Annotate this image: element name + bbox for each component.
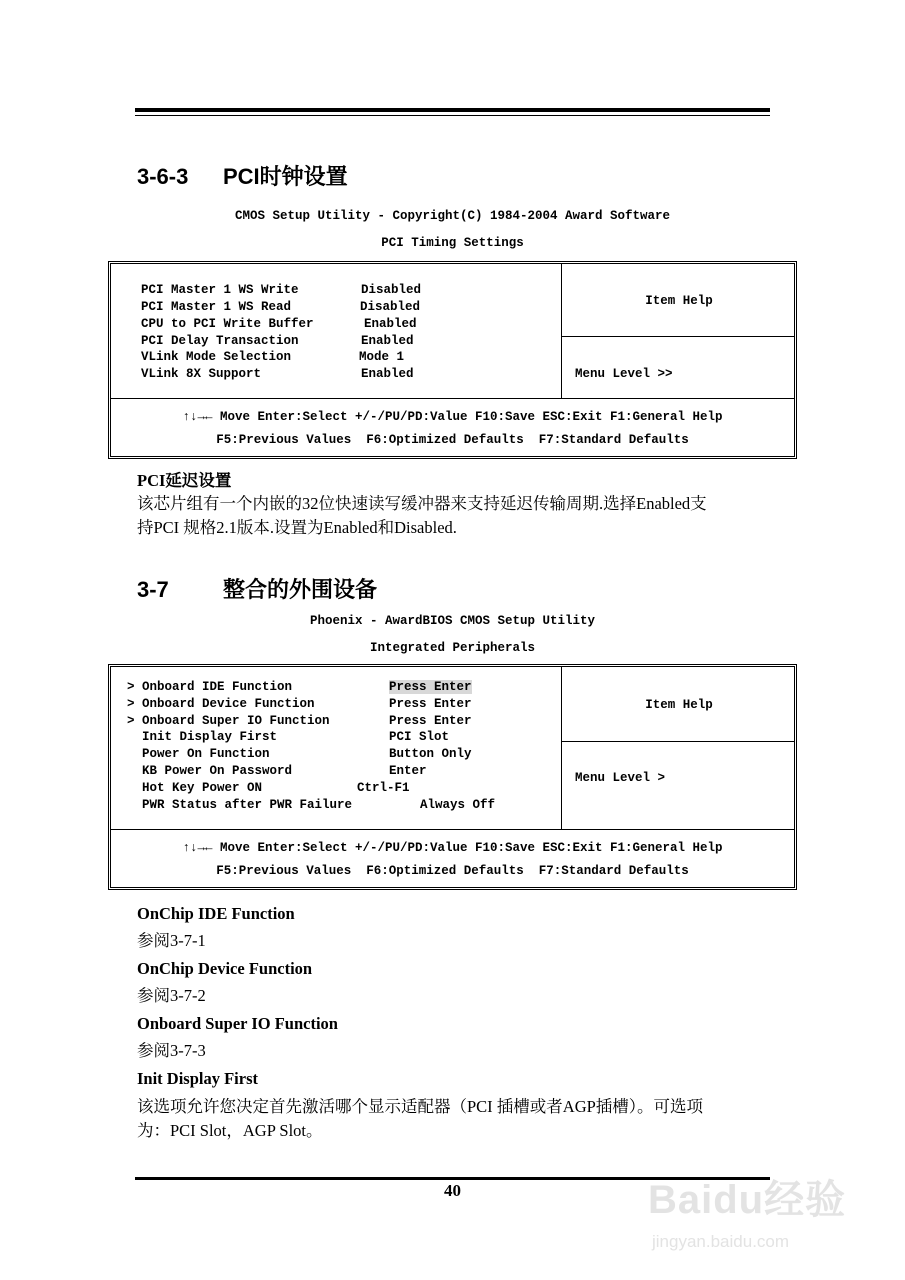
item-text: 参阅3-7-1	[137, 931, 206, 950]
divider	[561, 336, 794, 337]
menu-row[interactable]	[141, 317, 314, 331]
item-heading: OnChip IDE Function	[137, 904, 295, 923]
row-label: PCI Master 1 WS Read	[141, 300, 292, 314]
row-value[interactable]: Enter	[389, 764, 427, 778]
divider	[111, 398, 794, 399]
row-label: VLink 8X Support	[141, 367, 262, 381]
menu-row[interactable]	[141, 300, 291, 314]
item-text: 为：PCI Slot，AGP Slot。	[137, 1121, 323, 1140]
menu-row[interactable]: Hot Key Power ON	[127, 781, 263, 795]
menu-row[interactable]	[141, 334, 299, 348]
section-number: 3-6-3	[137, 164, 189, 189]
row-value[interactable]: Press Enter	[389, 714, 472, 728]
bios-utility-title: Phoenix - AwardBIOS CMOS Setup Utility	[309, 614, 596, 628]
menu-row[interactable]	[141, 283, 299, 297]
menu-row[interactable]: > Onboard Device Function	[127, 697, 315, 711]
bios-screen-title: Integrated Peripherals	[369, 641, 536, 655]
section-title: 整合的外围设备	[223, 577, 378, 602]
bios-screen-integrated-peripherals	[108, 664, 797, 890]
section-heading-3-7	[137, 573, 377, 604]
bios-utility-title: CMOS Setup Utility - Copyright(C) 1984-2004 Award Software	[234, 209, 671, 223]
key-help-line-2: F5:Previous Values F6:Optimized Defaults F7:Standard Defaults	[216, 433, 689, 447]
item-heading: OnChip Device Function	[137, 959, 313, 978]
row-value[interactable]: Mode 1	[359, 350, 405, 364]
row-value[interactable]: Disabled	[360, 300, 421, 314]
divider	[111, 829, 794, 830]
desc-line: 持PCI 规格2.1版本.设置为Enabled和Disabled.	[137, 518, 457, 537]
section-title: PCI时钟设置	[223, 164, 348, 189]
row-label: CPU to PCI Write Buffer	[141, 317, 314, 331]
bios-screen-title: PCI Timing Settings	[381, 236, 524, 250]
row-label: PCI Master 1 WS Write	[141, 283, 299, 297]
menu-row[interactable]: PWR Status after PWR Failure	[127, 798, 353, 812]
item-text: 参阅3-7-3	[137, 1041, 206, 1060]
item-help-label: Item Help	[645, 294, 713, 308]
bios-screen-pci-timing	[108, 261, 797, 459]
row-value[interactable]: Always Off	[420, 798, 496, 812]
divider	[561, 264, 562, 398]
menu-row[interactable]	[141, 350, 291, 364]
row-value[interactable]: Enabled	[361, 334, 414, 348]
desc-heading: PCI延迟设置	[137, 471, 232, 490]
menu-row[interactable]: Init Display First	[127, 730, 278, 744]
key-help-line-1: ↑↓→← Move Enter:Select +/-/PU/PD:Value F10:Save ESC:Exit F1:General Help	[182, 841, 723, 855]
key-help-line-2: F5:Previous Values F6:Optimized Defaults F7:Standard Defaults	[216, 864, 689, 878]
item-text: 参阅3-7-2	[137, 986, 206, 1005]
row-value[interactable]: PCI Slot	[389, 730, 450, 744]
row-label: VLink Mode Selection	[141, 350, 292, 364]
item-help-label: Item Help	[645, 698, 713, 712]
header-rule-thick	[135, 108, 770, 112]
row-value[interactable]: Enabled	[361, 367, 414, 381]
menu-row[interactable]: > Onboard IDE Function	[127, 680, 293, 694]
row-value[interactable]: Disabled	[361, 283, 422, 297]
section-number: 3-7	[137, 577, 169, 602]
divider	[561, 741, 794, 742]
menu-row[interactable]: > Onboard Super IO Function	[127, 714, 330, 728]
key-help-line-1: ↑↓→← Move Enter:Select +/-/PU/PD:Value F10:Save ESC:Exit F1:General Help	[182, 410, 723, 424]
watermark-url: jingyan.baidu.com	[652, 1232, 790, 1251]
page-number: 40	[444, 1181, 461, 1200]
row-value[interactable]: Button Only	[389, 747, 472, 761]
desc-line: 该芯片组有一个内嵌的32位快速读写缓冲器来支持延迟传输周期.选择Enabled支	[137, 494, 707, 513]
item-text: 该选项允许您决定首先激活哪个显示适配器（PCI 插槽或者AGP插槽）。可选项	[137, 1097, 704, 1116]
menu-row[interactable]: KB Power On Password	[127, 764, 293, 778]
watermark	[640, 1140, 850, 1270]
row-value[interactable]: Press Enter	[389, 697, 472, 711]
menu-row[interactable]	[141, 367, 261, 381]
item-heading: Init Display First	[137, 1069, 259, 1088]
menu-level-label: Menu Level >>	[575, 367, 673, 381]
item-heading: Onboard Super IO Function	[137, 1014, 338, 1033]
menu-row[interactable]: Power On Function	[127, 747, 270, 761]
menu-level-label: Menu Level >	[575, 771, 666, 785]
row-label: PCI Delay Transaction	[141, 334, 299, 348]
row-value[interactable]: Enabled	[364, 317, 417, 331]
row-value[interactable]: Press Enter	[389, 680, 472, 694]
watermark-brand: Baidu经验	[648, 1178, 847, 1222]
row-value[interactable]: Ctrl-F1	[357, 781, 410, 795]
section-heading-3-6-3	[137, 160, 348, 191]
divider	[561, 667, 562, 829]
header-rule-thin	[135, 115, 770, 116]
